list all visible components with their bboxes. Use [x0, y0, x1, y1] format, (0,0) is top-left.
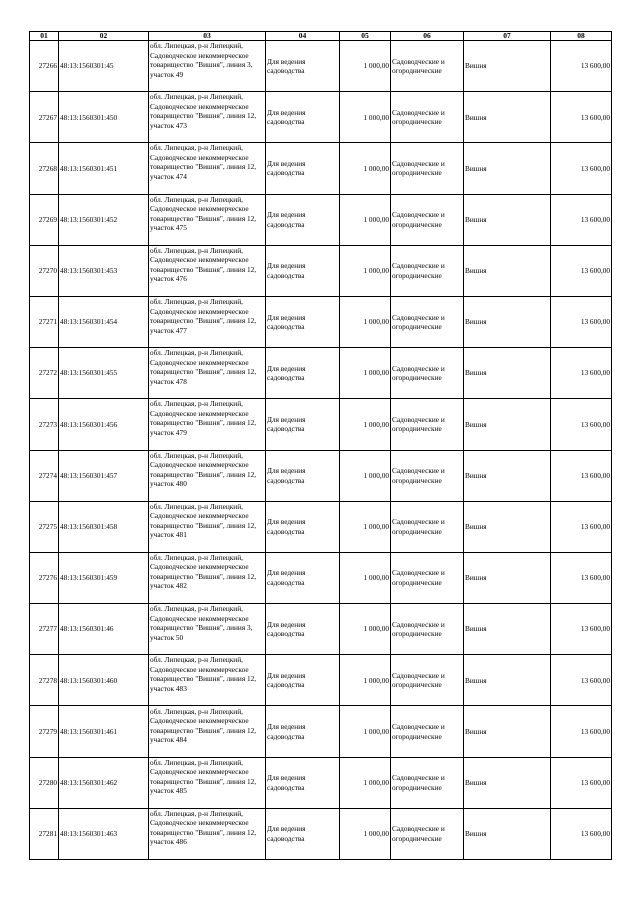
- address-text: обл. Липецкая, р-н Липецкий, Садоводческое некоммерческое товарищество "Вишня", линия 12, участок 485: [150, 757, 257, 796]
- permitted-use-cell: Для ведения садоводства: [266, 296, 340, 347]
- cadastral-number-cell: 48:13:1560301:450: [59, 92, 149, 143]
- table-row: [30, 348, 612, 399]
- address-cell: [149, 348, 266, 399]
- land-category-cell: Садоводческие и огороднические: [391, 194, 464, 245]
- row-number-cell: 27268: [30, 143, 59, 194]
- association-name-cell: Вишня: [464, 399, 551, 450]
- cadastral-number-cell: 48:13:1560301:453: [59, 245, 149, 296]
- address-cell: [149, 552, 266, 603]
- cadastral-value-cell: 13 600,00: [551, 552, 612, 603]
- permitted-use-cell: Для ведения садоводства: [266, 194, 340, 245]
- table-row: [30, 604, 612, 655]
- cadastral-value-cell: 13 600,00: [551, 143, 612, 194]
- area-cell: 1 000,00: [340, 399, 391, 450]
- table-row: [30, 194, 612, 245]
- land-category-cell: Садоводческие и огороднические: [391, 143, 464, 194]
- row-number-cell: 27278: [30, 655, 59, 706]
- table-row: [30, 450, 612, 501]
- association-name-cell: Вишня: [464, 92, 551, 143]
- association-name-cell: Вишня: [464, 501, 551, 552]
- area-cell: 1 000,00: [340, 41, 391, 92]
- area-cell: 1 000,00: [340, 245, 391, 296]
- table-row: [30, 757, 612, 808]
- land-category-cell: Садоводческие и огороднические: [391, 655, 464, 706]
- address-text: обл. Липецкая, р-н Липецкий, Садоводческое некоммерческое товарищество "Вишня", линия 12, участок 483: [150, 655, 257, 693]
- address-cell: [149, 808, 266, 859]
- association-name-cell: Вишня: [464, 348, 551, 399]
- land-category-cell: Садоводческие и огороднические: [391, 706, 464, 757]
- cadastral-number-cell: 48:13:1560301:456: [59, 399, 149, 450]
- cadastral-value-cell: 13 600,00: [551, 399, 612, 450]
- table-row: [30, 296, 612, 347]
- row-number-cell: 27275: [30, 501, 59, 552]
- association-name-cell: Вишня: [464, 808, 551, 859]
- address-cell: [149, 450, 266, 501]
- row-number-cell: 27274: [30, 450, 59, 501]
- association-name-cell: Вишня: [464, 706, 551, 757]
- column-header: 01: [30, 32, 59, 41]
- table-row: [30, 501, 612, 552]
- area-cell: 1 000,00: [340, 143, 391, 194]
- table-row: [30, 552, 612, 603]
- row-number-cell: 27266: [30, 41, 59, 92]
- cadastral-number-cell: 48:13:1560301:452: [59, 194, 149, 245]
- cadastral-number-cell: 48:13:1560301:458: [59, 501, 149, 552]
- row-number-cell: 27279: [30, 706, 59, 757]
- permitted-use-cell: Для ведения садоводства: [266, 399, 340, 450]
- cadastral-value-cell: 13 600,00: [551, 245, 612, 296]
- land-category-cell: Садоводческие и огороднические: [391, 501, 464, 552]
- land-category-cell: Садоводческие и огороднические: [391, 757, 464, 808]
- address-cell: [149, 604, 266, 655]
- association-name-cell: Вишня: [464, 655, 551, 706]
- address-cell: [149, 92, 266, 143]
- association-name-cell: Вишня: [464, 143, 551, 194]
- cadastral-value-cell: 13 600,00: [551, 450, 612, 501]
- address-cell: [149, 655, 266, 706]
- area-cell: 1 000,00: [340, 296, 391, 347]
- table-row: [30, 399, 612, 450]
- area-cell: 1 000,00: [340, 706, 391, 757]
- row-number-cell: 27269: [30, 194, 59, 245]
- area-cell: 1 000,00: [340, 348, 391, 399]
- row-number-cell: 27280: [30, 757, 59, 808]
- address-text: обл. Липецкая, р-н Липецкий, Садоводческое некоммерческое товарищество "Вишня", линия 12, участок 474: [150, 143, 257, 181]
- table-row: [30, 143, 612, 194]
- address-text: обл. Липецкая, р-н Липецкий, Садоводческое некоммерческое товарищество "Вишня", линия 12, участок 481: [150, 501, 257, 540]
- area-cell: 1 000,00: [340, 194, 391, 245]
- permitted-use-cell: Для ведения садоводства: [266, 143, 340, 194]
- table-row: [30, 808, 612, 859]
- column-header: 03: [149, 32, 266, 41]
- cadastral-number-cell: 48:13:1560301:46: [59, 604, 149, 655]
- cadastral-number-cell: 48:13:1560301:457: [59, 450, 149, 501]
- association-name-cell: Вишня: [464, 552, 551, 603]
- address-cell: [149, 757, 266, 808]
- address-cell: [149, 41, 266, 92]
- address-text: обл. Липецкая, р-н Липецкий, Садоводческое некоммерческое товарищество "Вишня", линия 12, участок 486: [150, 808, 257, 847]
- cadastral-value-cell: 13 600,00: [551, 348, 612, 399]
- address-text: обл. Липецкая, р-н Липецкий, Садоводческое некоммерческое товарищество "Вишня", линия 12, участок 473: [150, 92, 257, 130]
- land-category-cell: Садоводческие и огороднические: [391, 41, 464, 92]
- cadastral-number-cell: 48:13:1560301:459: [59, 552, 149, 603]
- association-name-cell: Вишня: [464, 450, 551, 501]
- row-number-cell: 27270: [30, 245, 59, 296]
- address-cell: [149, 399, 266, 450]
- address-cell: [149, 245, 266, 296]
- column-header: 04: [266, 32, 340, 41]
- address-cell: [149, 706, 266, 757]
- area-cell: 1 000,00: [340, 808, 391, 859]
- area-cell: 1 000,00: [340, 501, 391, 552]
- cadastral-value-cell: 13 600,00: [551, 655, 612, 706]
- cadastral-number-cell: 48:13:1560301:462: [59, 757, 149, 808]
- association-name-cell: Вишня: [464, 245, 551, 296]
- header-row: [30, 32, 612, 41]
- column-header: 06: [391, 32, 464, 41]
- land-category-cell: Садоводческие и огороднические: [391, 450, 464, 501]
- land-category-cell: Садоводческие и огороднические: [391, 92, 464, 143]
- row-number-cell: 27271: [30, 296, 59, 347]
- row-number-cell: 27281: [30, 808, 59, 859]
- column-header: 02: [59, 32, 149, 41]
- cadastral-value-cell: 13 600,00: [551, 296, 612, 347]
- cadastral-number-cell: 48:13:1560301:463: [59, 808, 149, 859]
- address-text: обл. Липецкая, р-н Липецкий, Садоводческое некоммерческое товарищество "Вишня", линия 12, участок 475: [150, 194, 257, 233]
- address-text: обл. Липецкая, р-н Липецкий, Садоводческое некоммерческое товарищество "Вишня", линия 12, участок 477: [150, 297, 257, 335]
- association-name-cell: Вишня: [464, 604, 551, 655]
- address-text: обл. Липецкая, р-н Липецкий, Садоводческое некоммерческое товарищество "Вишня", линия 12, участок 476: [150, 245, 257, 284]
- address-text: обл. Липецкая, р-н Липецкий, Садоводческое некоммерческое товарищество "Вишня", линия 12, участок 479: [150, 399, 257, 437]
- cadastral-value-cell: 13 600,00: [551, 757, 612, 808]
- cadastral-value-cell: 13 600,00: [551, 41, 612, 92]
- area-cell: 1 000,00: [340, 450, 391, 501]
- land-category-cell: Садоводческие и огороднические: [391, 552, 464, 603]
- area-cell: 1 000,00: [340, 604, 391, 655]
- cadastral-value-cell: 13 600,00: [551, 808, 612, 859]
- cadastral-value-cell: 13 600,00: [551, 706, 612, 757]
- cadastral-number-cell: 48:13:1560301:454: [59, 296, 149, 347]
- address-text: обл. Липецкая, р-н Липецкий, Садоводческое некоммерческое товарищество "Вишня", линия 3, участок 49: [150, 41, 253, 79]
- permitted-use-cell: Для ведения садоводства: [266, 92, 340, 143]
- area-cell: 1 000,00: [340, 757, 391, 808]
- column-header: 08: [551, 32, 612, 41]
- address-text: обл. Липецкая, р-н Липецкий, Садоводческое некоммерческое товарищество "Вишня", линия 12, участок 482: [150, 552, 257, 591]
- cadastral-value-cell: 13 600,00: [551, 501, 612, 552]
- row-number-cell: 27277: [30, 604, 59, 655]
- permitted-use-cell: Для ведения садоводства: [266, 348, 340, 399]
- permitted-use-cell: Для ведения садоводства: [266, 450, 340, 501]
- association-name-cell: Вишня: [464, 41, 551, 92]
- land-register-table: [29, 31, 612, 860]
- cadastral-number-cell: 48:13:1560301:451: [59, 143, 149, 194]
- table-row: [30, 706, 612, 757]
- table-row: [30, 245, 612, 296]
- land-category-cell: Садоводческие и огороднические: [391, 808, 464, 859]
- row-number-cell: 27267: [30, 92, 59, 143]
- permitted-use-cell: Для ведения садоводства: [266, 706, 340, 757]
- cadastral-number-cell: 48:13:1560301:460: [59, 655, 149, 706]
- land-category-cell: Садоводческие и огороднические: [391, 296, 464, 347]
- cadastral-number-cell: 48:13:1560301:455: [59, 348, 149, 399]
- permitted-use-cell: Для ведения садоводства: [266, 245, 340, 296]
- land-category-cell: Садоводческие и огороднические: [391, 399, 464, 450]
- address-text: обл. Липецкая, р-н Липецкий, Садоводческое некоммерческое товарищество "Вишня", линия 12, участок 484: [150, 706, 257, 745]
- address-cell: [149, 143, 266, 194]
- table-row: [30, 92, 612, 143]
- area-cell: 1 000,00: [340, 552, 391, 603]
- permitted-use-cell: Для ведения садоводства: [266, 552, 340, 603]
- cadastral-value-cell: 13 600,00: [551, 604, 612, 655]
- permitted-use-cell: Для ведения садоводства: [266, 757, 340, 808]
- cadastral-number-cell: 48:13:1560301:45: [59, 41, 149, 92]
- row-number-cell: 27272: [30, 348, 59, 399]
- address-cell: [149, 194, 266, 245]
- address-cell: [149, 501, 266, 552]
- row-number-cell: 27276: [30, 552, 59, 603]
- permitted-use-cell: Для ведения садоводства: [266, 604, 340, 655]
- association-name-cell: Вишня: [464, 296, 551, 347]
- cadastral-value-cell: 13 600,00: [551, 194, 612, 245]
- permitted-use-cell: Для ведения садоводства: [266, 655, 340, 706]
- column-header: 07: [464, 32, 551, 41]
- cadastral-number-cell: 48:13:1560301:461: [59, 706, 149, 757]
- land-category-cell: Садоводческие и огороднические: [391, 245, 464, 296]
- column-header: 05: [340, 32, 391, 41]
- table-row: [30, 41, 612, 92]
- row-number-cell: 27273: [30, 399, 59, 450]
- association-name-cell: Вишня: [464, 194, 551, 245]
- permitted-use-cell: Для ведения садоводства: [266, 41, 340, 92]
- address-cell: [149, 296, 266, 347]
- permitted-use-cell: Для ведения садоводства: [266, 808, 340, 859]
- address-text: обл. Липецкая, р-н Липецкий, Садоводческое некоммерческое товарищество "Вишня", линия 12, участок 478: [150, 348, 257, 386]
- land-category-cell: Садоводческие и огороднические: [391, 604, 464, 655]
- association-name-cell: Вишня: [464, 757, 551, 808]
- cadastral-value-cell: 13 600,00: [551, 92, 612, 143]
- address-text: обл. Липецкая, р-н Липецкий, Садоводческое некоммерческое товарищество "Вишня", линия 12, участок 480: [150, 450, 257, 489]
- permitted-use-cell: Для ведения садоводства: [266, 501, 340, 552]
- land-category-cell: Садоводческие и огороднические: [391, 348, 464, 399]
- area-cell: 1 000,00: [340, 655, 391, 706]
- area-cell: 1 000,00: [340, 92, 391, 143]
- table-row: [30, 655, 612, 706]
- address-text: обл. Липецкая, р-н Липецкий, Садоводческое некоммерческое товарищество "Вишня", линия 3, участок 50: [150, 604, 253, 642]
